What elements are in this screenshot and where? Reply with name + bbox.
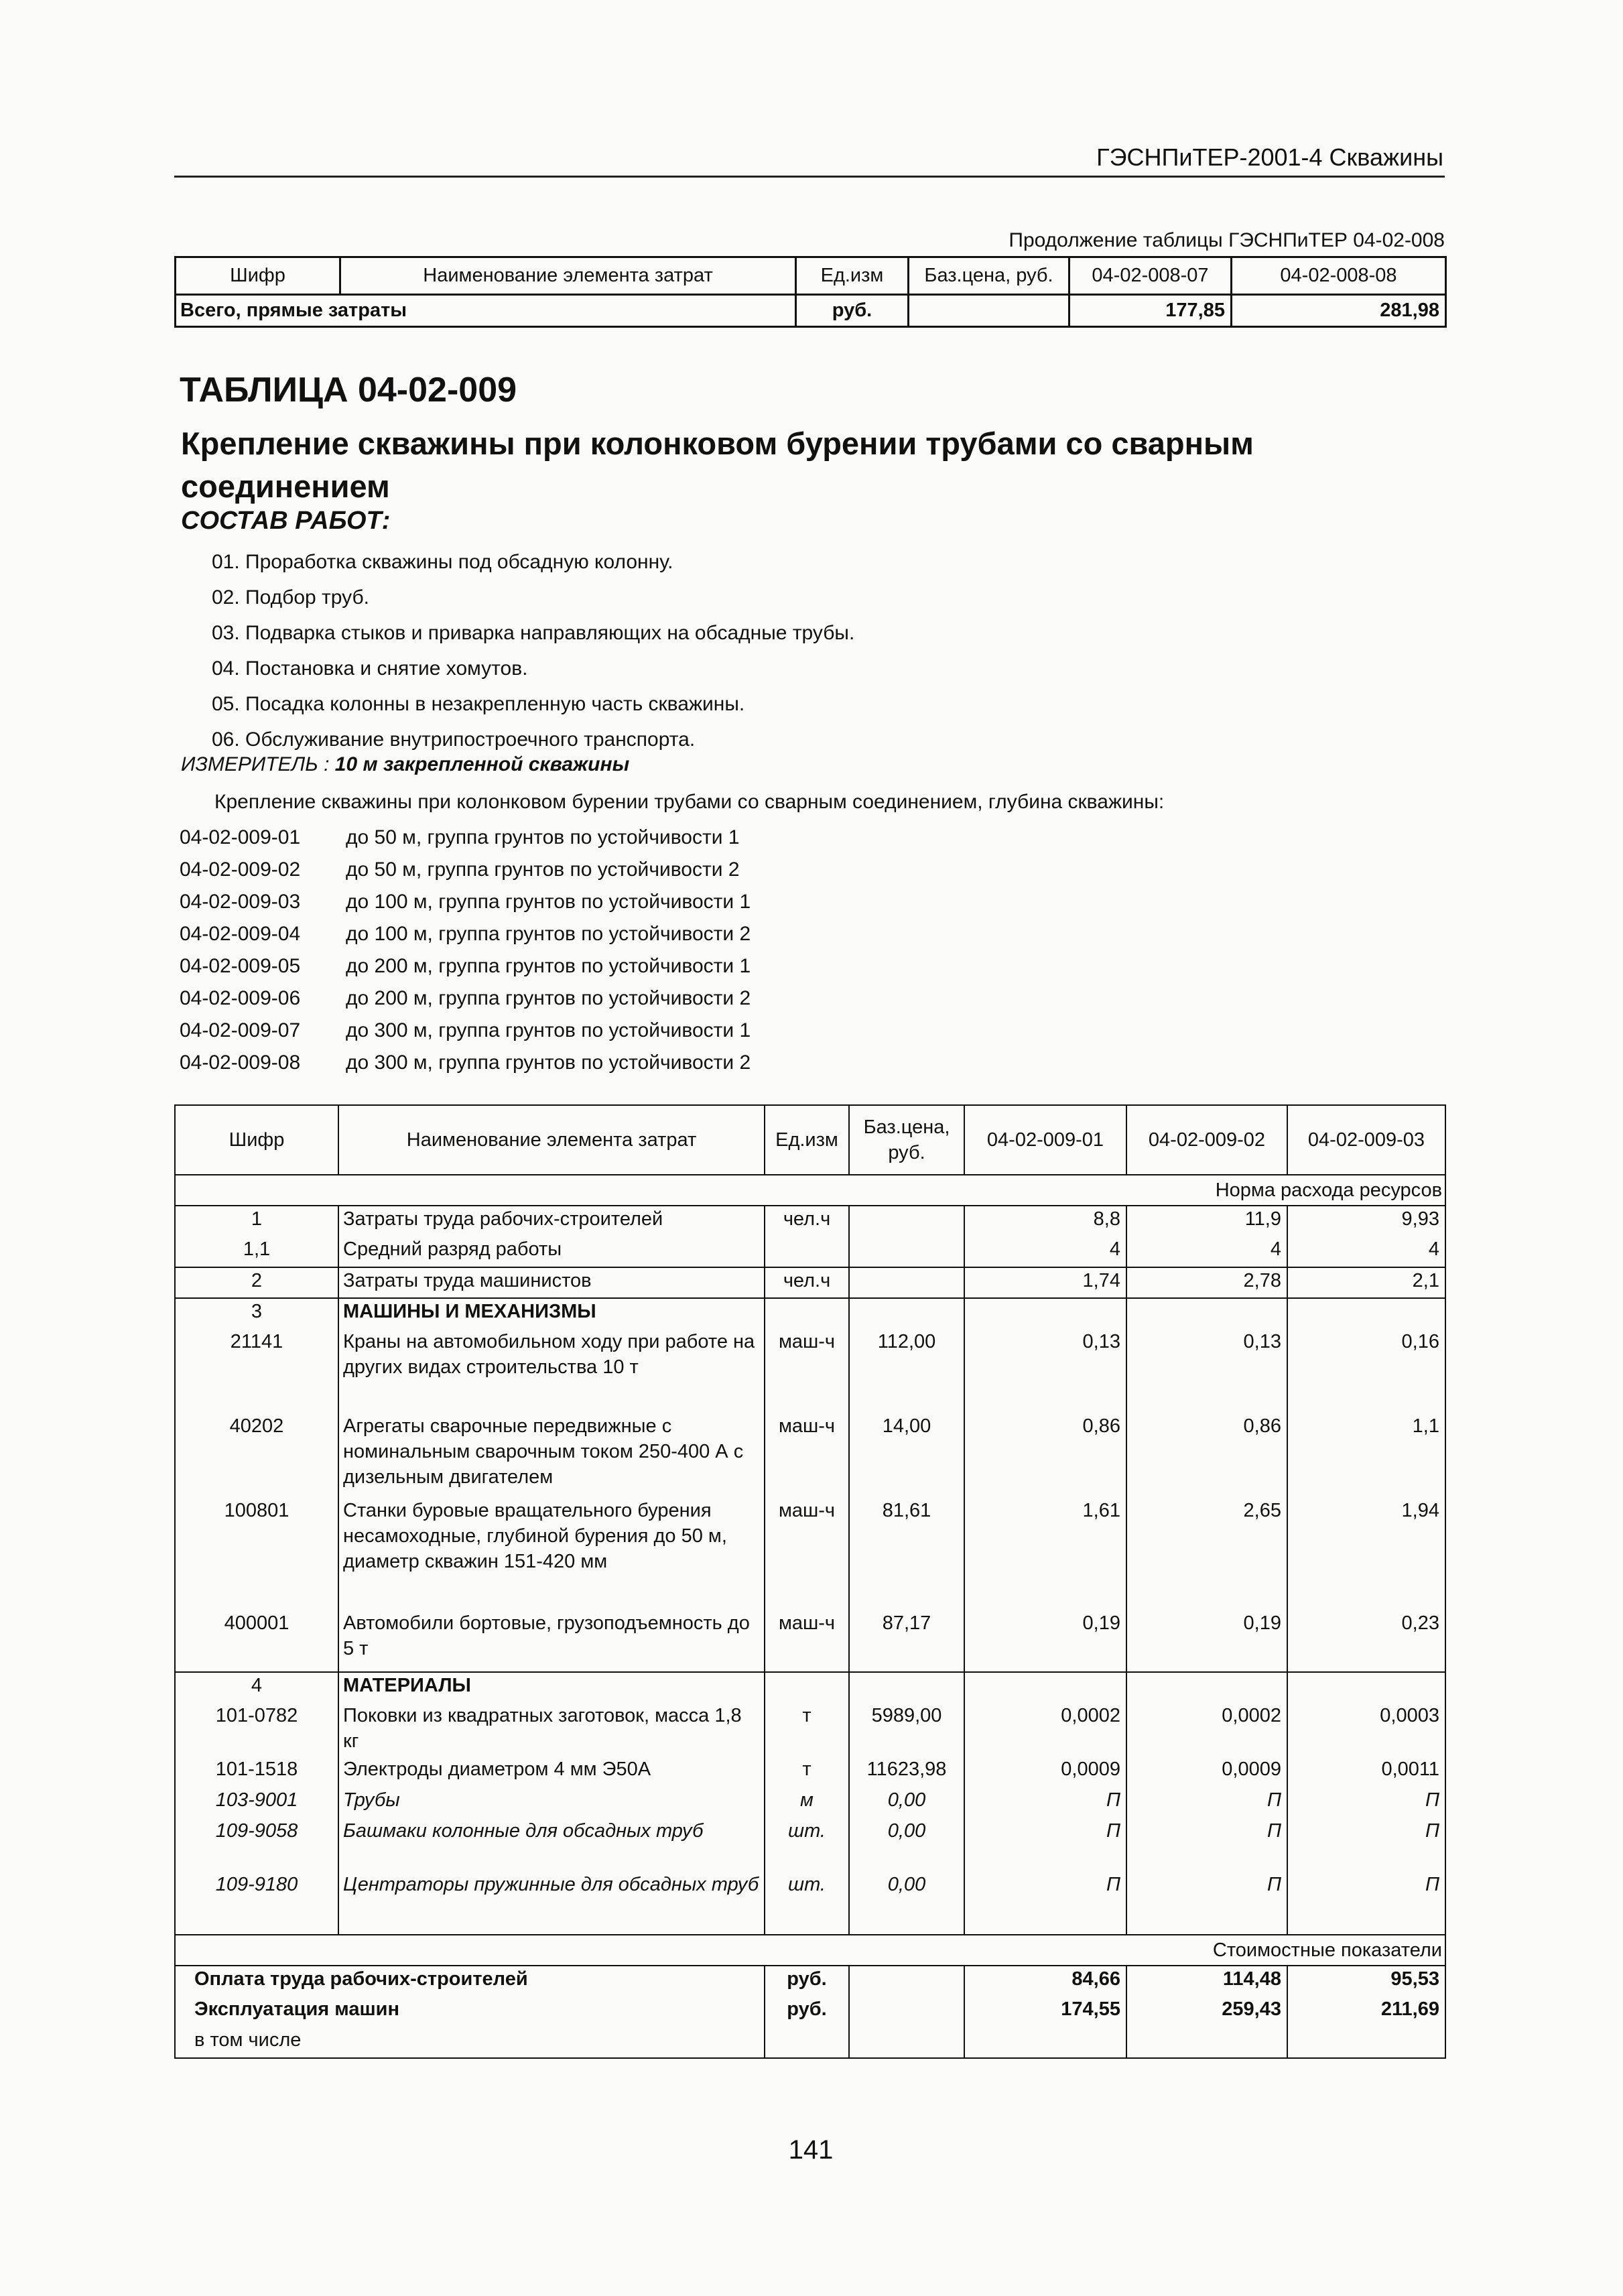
value-cell	[964, 1298, 1126, 1329]
table-row	[175, 1498, 1445, 1610]
value-cell	[964, 2027, 1126, 2058]
price-cell: 112,00	[849, 1329, 964, 1413]
unit-cell	[765, 1298, 849, 1329]
price-cell	[849, 1298, 964, 1329]
header-cell: 04-02-009-02	[1126, 1105, 1287, 1175]
header-cell: 04-02-008-08	[1232, 257, 1446, 295]
unit-cell: т	[765, 1757, 849, 1787]
code-cell: 101-1518	[175, 1757, 338, 1787]
code-text: до 200 м, группа грунтов по устойчивости 2	[346, 987, 751, 1009]
code-cell: 103-9001	[175, 1787, 338, 1818]
value-cell: 0,0011	[1287, 1757, 1445, 1787]
value-cell	[1287, 1298, 1445, 1329]
running-header: ГЭСНПиТЕР-2001-4 Скважины	[1096, 143, 1443, 171]
value-cell	[1126, 1298, 1287, 1329]
value-cell: П	[1126, 1872, 1287, 1935]
page-number: 141	[788, 2135, 834, 2165]
header-cell: Шифр	[175, 1105, 338, 1175]
continuation-note: Продолжение таблицы ГЭСНПиТЕР 04-02-008	[1009, 229, 1445, 251]
code-cell: 100801	[175, 1498, 338, 1610]
code-row	[180, 854, 751, 886]
total-label: Всего, прямые затраты	[176, 295, 796, 327]
work-item: 03. Подварка стыков и приварка направляющих на обсадные трубы.	[212, 622, 855, 644]
value-cell: 0,86	[1126, 1413, 1287, 1498]
value-cell: 114,48	[1126, 1966, 1287, 1996]
unit-cell: маш-ч	[765, 1413, 849, 1498]
value-cell: 0,0002	[1126, 1703, 1287, 1757]
price-cell	[849, 1236, 964, 1267]
name-cell: Трубы	[338, 1787, 765, 1818]
table-row	[175, 1610, 1445, 1672]
work-item: 04. Постановка и снятие хомутов.	[212, 657, 528, 680]
code-cell: 1,1	[175, 1236, 338, 1267]
code: 04-02-009-05	[180, 955, 301, 977]
value-cell	[1126, 2027, 1287, 2058]
work-item: 02. Подбор труб.	[212, 586, 369, 609]
table-row	[175, 1267, 1445, 1298]
price-cell: 5989,00	[849, 1703, 964, 1757]
code-text: до 100 м, группа грунтов по устойчивости 1	[346, 891, 751, 913]
value-cell: 0,0009	[964, 1757, 1126, 1787]
value-cell: 0,23	[1287, 1610, 1445, 1672]
value-cell: 0,0009	[1126, 1757, 1287, 1787]
cost-row	[175, 1966, 1445, 1996]
cost-row	[175, 1996, 1445, 2027]
codes-list	[180, 822, 751, 1079]
table-row	[175, 1672, 1445, 1703]
code-cell: 21141	[175, 1329, 338, 1413]
table-row	[175, 1872, 1445, 1935]
name-cell: Станки буровые вращательного бурения несамоходные, глубиной бурения до 50 м, диаметр скважин 151-420 мм	[338, 1498, 765, 1610]
work-item: 06. Обслуживание внутрипостроечного транспорта.	[212, 728, 696, 751]
value-cell	[1287, 2027, 1445, 2058]
code: 04-02-009-04	[180, 923, 301, 945]
total-price	[909, 295, 1069, 327]
name-cell: Поковки из квадратных заготовок, масса 1,8 кг	[338, 1703, 765, 1757]
resource-table	[174, 1104, 1446, 2059]
price-cell	[849, 1966, 964, 1996]
value-cell: 0,19	[1126, 1610, 1287, 1672]
header-cell: Шифр	[176, 257, 340, 295]
table-row	[175, 1298, 1445, 1329]
name-cell: Краны на автомобильном ходу при работе на других видах строительства 10 т	[338, 1329, 765, 1413]
header-cell: 04-02-009-01	[964, 1105, 1126, 1175]
name-cell: Башмаки колонные для обсадных труб	[338, 1818, 765, 1872]
price-cell: 87,17	[849, 1610, 964, 1672]
header-cell: Наименование элемента затрат	[338, 1105, 765, 1175]
total-value: 177,85	[1069, 295, 1232, 327]
measure-label: ИЗМЕРИТЕЛЬ :	[181, 753, 330, 775]
value-cell: 95,53	[1287, 1966, 1445, 1996]
value-cell	[1287, 1672, 1445, 1703]
price-cell: 81,61	[849, 1498, 964, 1610]
unit-cell	[765, 2027, 849, 2058]
cost-label-cell: в том числе	[175, 2027, 765, 2058]
unit-cell	[765, 1236, 849, 1267]
table-subtitle: Крепление скважины при колонковом бурении трубами со сварным соединением	[181, 426, 1254, 504]
unit-cell	[765, 1672, 849, 1703]
value-cell	[1126, 1672, 1287, 1703]
name-cell: Автомобили бортовые, грузоподъемность до 5 т	[338, 1610, 765, 1672]
header-cell: Ед.изм	[765, 1105, 849, 1175]
value-cell: 211,69	[1287, 1996, 1445, 2027]
total-unit: руб.	[796, 295, 909, 327]
code-row	[180, 950, 751, 982]
value-cell: 8,8	[964, 1206, 1126, 1236]
header-cell: Ед.изм	[796, 257, 909, 295]
name-cell: Средний разряд работы	[338, 1236, 765, 1267]
table-row	[175, 1329, 1445, 1413]
table-row	[175, 1787, 1445, 1818]
norm-label: Норма расхода ресурсов	[175, 1175, 1445, 1206]
value-cell: 0,19	[964, 1610, 1126, 1672]
value-cell: 0,16	[1287, 1329, 1445, 1413]
table-row	[175, 1413, 1445, 1498]
value-cell: 2,65	[1126, 1498, 1287, 1610]
value-cell	[964, 1672, 1126, 1703]
code-cell: 1	[175, 1206, 338, 1236]
value-cell: 0,0002	[964, 1703, 1126, 1757]
cost-label-cell: Оплата труда рабочих-строителей	[175, 1966, 765, 1996]
value-cell: 9,93	[1287, 1206, 1445, 1236]
price-cell	[849, 1267, 964, 1298]
measure-value: 10 м закрепленной скважины	[334, 753, 630, 775]
price-cell	[849, 1672, 964, 1703]
value-cell: 0,0003	[1287, 1703, 1445, 1757]
value-cell: 0,13	[964, 1329, 1126, 1413]
value-cell: 4	[1287, 1236, 1445, 1267]
name-cell: МАШИНЫ И МЕХАНИЗМЫ	[338, 1298, 765, 1329]
value-cell: 84,66	[964, 1966, 1126, 1996]
value-cell: П	[1126, 1818, 1287, 1872]
work-item: 05. Посадка колонны в незакрепленную часть скважины.	[212, 693, 745, 715]
value-cell: П	[1287, 1872, 1445, 1935]
unit-cell: чел.ч	[765, 1206, 849, 1236]
table-row	[175, 1703, 1445, 1757]
value-cell: П	[1287, 1787, 1445, 1818]
name-cell: Электроды диаметром 4 мм Э50А	[338, 1757, 765, 1787]
code-row	[180, 1047, 751, 1079]
code-row	[180, 918, 751, 950]
code-cell: 101-0782	[175, 1703, 338, 1757]
code-cell: 40202	[175, 1413, 338, 1498]
works-heading: СОСТАВ РАБОТ:	[181, 507, 391, 535]
value-cell: 259,43	[1126, 1996, 1287, 2027]
table-row	[175, 1818, 1445, 1872]
table-title: ТАБЛИЦА 04-02-009	[180, 371, 517, 409]
code-cell: 2	[175, 1267, 338, 1298]
unit-cell: маш-ч	[765, 1610, 849, 1672]
cost-label-cell: Эксплуатация машин	[175, 1996, 765, 2027]
price-cell	[849, 1206, 964, 1236]
table-row	[175, 1757, 1445, 1787]
value-cell: 1,94	[1287, 1498, 1445, 1610]
code-row	[180, 886, 751, 918]
code: 04-02-009-01	[180, 826, 301, 848]
value-cell: 4	[964, 1236, 1126, 1267]
cost-row	[175, 2027, 1445, 2058]
header-cell: Наименование элемента затрат	[340, 257, 796, 295]
unit-cell: шт.	[765, 1872, 849, 1935]
code-row	[180, 822, 751, 854]
unit-cell: т	[765, 1703, 849, 1757]
value-cell: П	[964, 1872, 1126, 1935]
value-cell: 1,1	[1287, 1413, 1445, 1498]
code-cell: 4	[175, 1672, 338, 1703]
table-row	[175, 1206, 1445, 1236]
code-text: до 300 м, группа грунтов по устойчивости 1	[346, 1019, 751, 1041]
work-item: 01. Проработка скважины под обсадную колонну.	[212, 551, 673, 573]
value-cell: П	[964, 1818, 1126, 1872]
price-cell: 14,00	[849, 1413, 964, 1498]
code-cell: 3	[175, 1298, 338, 1329]
unit-cell: м	[765, 1787, 849, 1818]
code-text: до 200 м, группа грунтов по устойчивости 1	[346, 955, 751, 977]
value-cell: 0,13	[1126, 1329, 1287, 1413]
price-cell: 0,00	[849, 1787, 964, 1818]
value-cell: 174,55	[964, 1996, 1126, 2027]
code-cell: 400001	[175, 1610, 338, 1672]
price-cell: 11623,98	[849, 1757, 964, 1787]
measure-line	[181, 753, 629, 776]
unit-cell: чел.ч	[765, 1267, 849, 1298]
value-cell: 2,78	[1126, 1267, 1287, 1298]
header-cell: 04-02-009-03	[1287, 1105, 1445, 1175]
price-cell	[849, 2027, 964, 2058]
name-cell: Затраты труда машинистов	[338, 1267, 765, 1298]
cost-label: Стоимостные показатели	[175, 1935, 1445, 1966]
code-text: до 50 м, группа грунтов по устойчивости 1	[346, 826, 740, 848]
unit-cell: маш-ч	[765, 1329, 849, 1413]
code: 04-02-009-08	[180, 1051, 301, 1074]
works-list	[212, 544, 854, 757]
value-cell: П	[964, 1787, 1126, 1818]
code-cell: 109-9180	[175, 1872, 338, 1935]
name-cell: Затраты труда рабочих-строителей	[338, 1206, 765, 1236]
value-cell: 4	[1126, 1236, 1287, 1267]
code-text: до 100 м, группа грунтов по устойчивости 2	[346, 923, 751, 945]
unit-cell: маш-ч	[765, 1498, 849, 1610]
code: 04-02-009-02	[180, 858, 301, 881]
code-cell: 109-9058	[175, 1818, 338, 1872]
name-cell: МАТЕРИАЛЫ	[338, 1672, 765, 1703]
codes-description: Крепление скважины при колонковом бурении трубами со сварным соединением, глубина скважины:	[214, 791, 1165, 813]
header-cell: Баз.цена, руб.	[909, 257, 1069, 295]
name-cell: Агрегаты сварочные передвижные с номинальным сварочным током 250-400 А с дизельным двигателем	[338, 1413, 765, 1498]
code-row	[180, 1015, 751, 1047]
total-value: 281,98	[1232, 295, 1446, 327]
price-cell	[849, 1996, 964, 2027]
value-cell: 1,61	[964, 1498, 1126, 1610]
header-cell: 04-02-008-07	[1069, 257, 1232, 295]
value-cell: П	[1287, 1818, 1445, 1872]
header-rule	[174, 176, 1445, 178]
name-cell: Центраторы пружинные для обсадных труб	[338, 1872, 765, 1935]
value-cell: 2,1	[1287, 1267, 1445, 1298]
unit-cell: руб.	[765, 1996, 849, 2027]
code-text: до 300 м, группа грунтов по устойчивости 2	[346, 1051, 751, 1074]
code: 04-02-009-03	[180, 891, 301, 913]
table-row	[175, 1236, 1445, 1267]
code-text: до 50 м, группа грунтов по устойчивости 2	[346, 858, 740, 881]
value-cell: 0,86	[964, 1413, 1126, 1498]
code: 04-02-009-07	[180, 1019, 301, 1041]
price-cell: 0,00	[849, 1872, 964, 1935]
unit-cell: шт.	[765, 1818, 849, 1872]
value-cell: 11,9	[1126, 1206, 1287, 1236]
value-cell: П	[1126, 1787, 1287, 1818]
previous-table	[174, 256, 1447, 328]
header-cell: Баз.цена, руб.	[849, 1105, 964, 1175]
price-cell: 0,00	[849, 1818, 964, 1872]
unit-cell: руб.	[765, 1966, 849, 1996]
value-cell: 1,74	[964, 1267, 1126, 1298]
code-row	[180, 982, 751, 1015]
code: 04-02-009-06	[180, 987, 301, 1009]
